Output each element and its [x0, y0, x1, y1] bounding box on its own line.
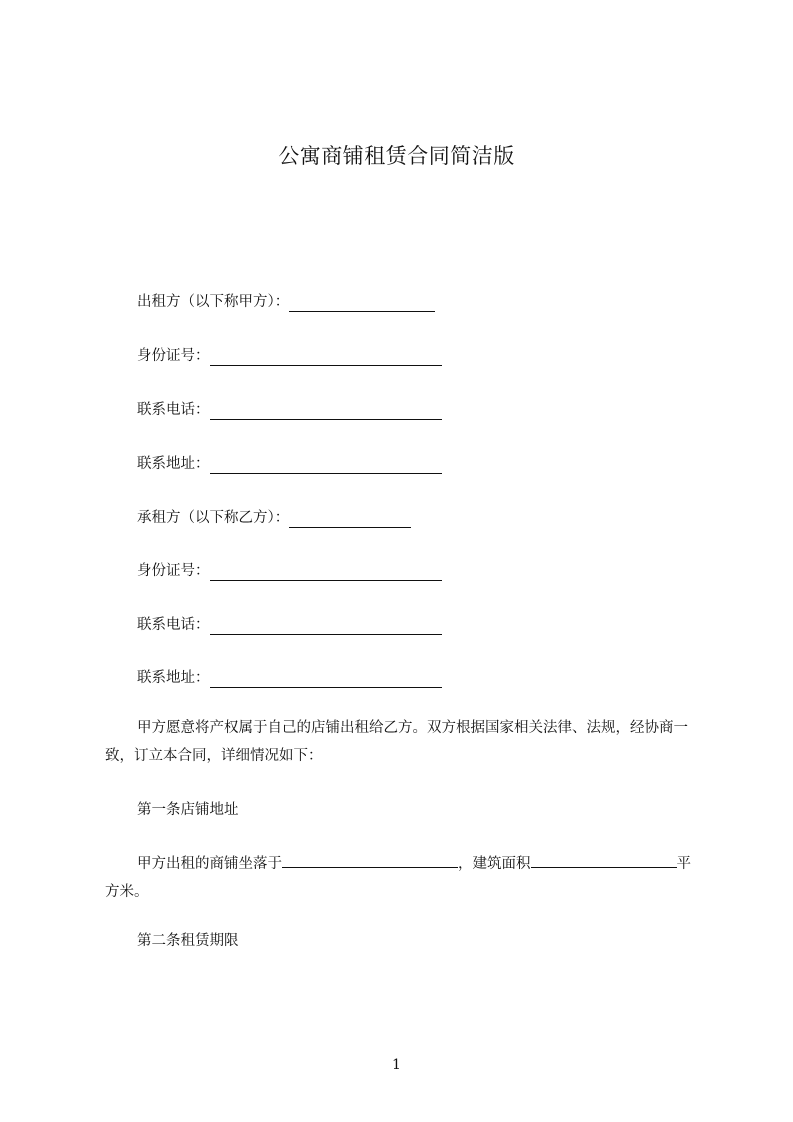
lessee-name-label: 承租方（以下称乙方）： [137, 510, 290, 526]
lessor-name-label: 出租方（以下称甲方）： [137, 294, 290, 310]
lessee-id-field [137, 560, 442, 582]
building-area-blank[interactable] [531, 849, 677, 868]
lessor-id-blank[interactable] [210, 345, 442, 366]
lessee-phone-blank[interactable] [210, 614, 442, 635]
lessor-address-label: 联系地址： [137, 456, 210, 472]
lessor-id-label: 身份证号： [137, 348, 210, 364]
lessee-phone-label: 联系电话： [137, 617, 210, 633]
lessee-phone-field [137, 614, 442, 636]
article-1-text-before: 甲方出租的商铺坐落于 [137, 856, 282, 872]
lessor-phone-blank[interactable] [210, 399, 442, 420]
article-1-paragraph [105, 849, 703, 906]
document-title: 公寓商铺租赁合同简洁版 [278, 144, 515, 168]
page-number: 1 [392, 1057, 401, 1073]
lessor-id-field [137, 345, 442, 367]
intro-paragraph [105, 714, 703, 770]
lessor-address-field [137, 453, 442, 475]
lessor-name-field [137, 291, 435, 313]
lessee-name-field [137, 507, 411, 529]
lessee-id-blank[interactable] [210, 560, 442, 581]
article-2-heading: 第二条租赁期限 [137, 933, 239, 949]
lessee-address-label: 联系地址： [137, 670, 210, 686]
shop-location-blank[interactable] [282, 849, 458, 868]
lessee-id-label: 身份证号： [137, 563, 210, 579]
article-1-heading: 第一条店铺地址 [137, 802, 239, 818]
lessor-name-blank[interactable] [289, 291, 435, 312]
lessee-address-field [137, 667, 442, 689]
lessor-phone-field [137, 399, 442, 421]
lessor-address-blank[interactable] [210, 453, 442, 474]
lessee-name-blank[interactable] [289, 507, 411, 528]
lessor-phone-label: 联系电话： [137, 402, 210, 418]
article-1-text-middle: ，建筑面积 [458, 856, 531, 872]
lessee-address-blank[interactable] [210, 667, 442, 688]
intro-text: 甲方愿意将产权属于自己的店铺出租给乙方。双方根据国家相关法律、法规，经协商一致，订立本合同，详细情况如下： [105, 720, 688, 764]
article-1-text-after: 平方米。 [105, 856, 691, 900]
